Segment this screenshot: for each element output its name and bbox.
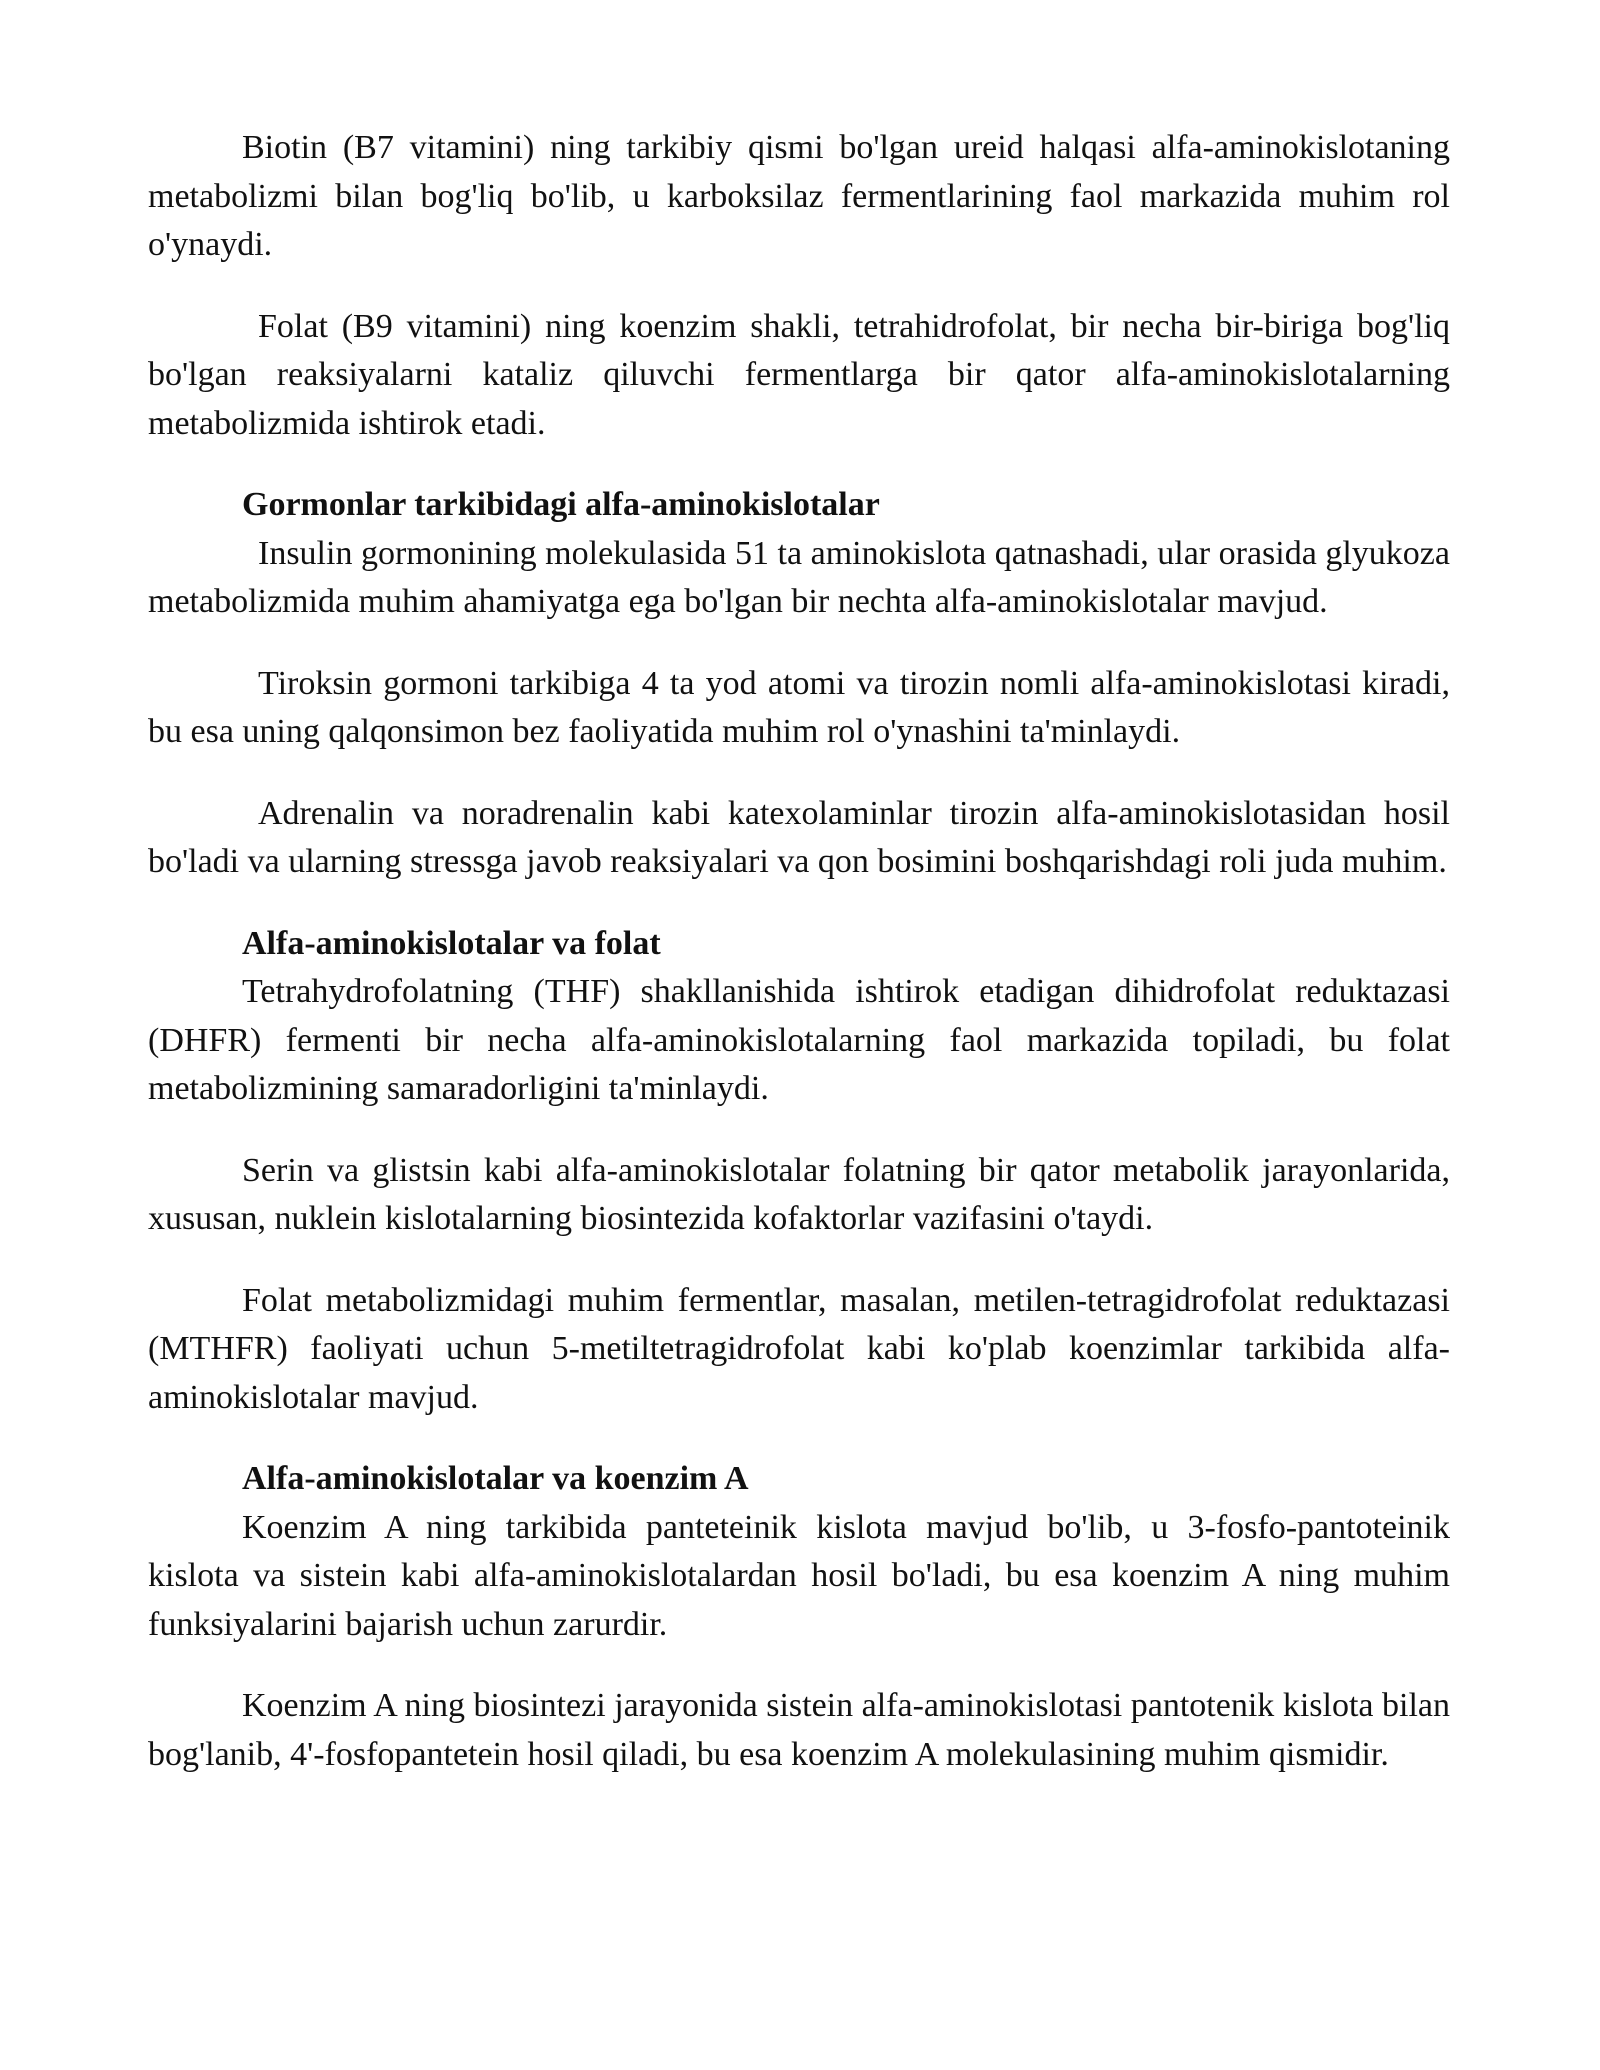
document-page bbox=[148, 124, 1450, 1779]
section-heading: Alfa-aminokislotalar va koenzim A bbox=[242, 1460, 749, 1497]
paragraph: Adrenalin va noradrenalin kabi katexolaminlar tirozin alfa-aminokislotasidan hosil bo'ladi va ularning stressga javob reaksiyalari va qon bosimini boshqarishdagi roli juda muhim. bbox=[148, 794, 1450, 880]
paragraph: Insulin gormonining molekulasida 51 ta aminokislota qatnashadi, ular orasida glyukoza metabolizmida muhim ahamiyatga ega bo'lgan bir nechta alfa-aminokislotalar mavjud. bbox=[148, 534, 1450, 620]
section-heading: Gormonlar tarkibidagi alfa-aminokislotalar bbox=[242, 486, 880, 523]
section-heading: Alfa-aminokislotalar va folat bbox=[242, 924, 661, 962]
paragraph: Serin va glistsin kabi alfa-aminokislotalar folatning bir qator metabolik jarayonlarida, xususan, nuklein kislotalarning biosintezida kofaktorlar vazifasini o'taydi. bbox=[148, 1151, 1450, 1237]
paragraph: Biotin (B7 vitamini) ning tarkibiy qismi bo'lgan ureid halqasi alfa-aminokislotaning metabolizmi bilan bog'liq bo'lib, u karboksilaz fermentlarining faol markazida muhim rol o'ynaydi. bbox=[148, 129, 1450, 263]
paragraph: Folat metabolizmidagi muhim fermentlar, masalan, metilen-tetragidrofolat reduktazasi (MTHFR) faoliyati uchun 5-metiltetragidrofolat kabi ko'plab koenzimlar tarkibida alfa-aminokislotalar mavjud. bbox=[148, 1281, 1450, 1416]
paragraph: Tetrahydrofolatning (THF) shakllanishida ishtirok etadigan dihidrofolat reduktazasi (DHFR) fermenti bir necha alfa-aminokislotalarning faol markazida topiladi, bu folat metabolizmining samaradorligini ta'minlaydi. bbox=[148, 973, 1450, 1107]
paragraph: Folat (B9 vitamini) ning koenzim shakli, tetrahidrofolat, bir necha bir-biriga bog'liq bo'lgan reaksiyalarni kataliz qiluvchi fermentlarga bir qator alfa-aminokislotalarning metabolizmida ishtirok etadi. bbox=[148, 307, 1450, 442]
paragraph: Koenzim A ning tarkibida panteteinik kislota mavjud bo'lib, u 3-fosfo-pantoteinik kislota va sistein kabi alfa-aminokislotalardan hosil bo'ladi, bu esa koenzim A ning muhim funksiyalarini bajarish uchun zarurdir. bbox=[148, 1508, 1450, 1643]
paragraph: Koenzim A ning biosintezi jarayonida sistein alfa-aminokislotasi pantotenik kislota bilan bog'lanib, 4'-fosfopantetein hosil qiladi, bu esa koenzim A molekulasining muhim qismidir. bbox=[148, 1687, 1450, 1773]
paragraph: Tiroksin gormoni tarkibiga 4 ta yod atomi va tirozin nomli alfa-aminokislotasi kiradi, bu esa uning qalqonsimon bez faoliyatida muhim rol o'ynashini ta'minlaydi. bbox=[148, 664, 1450, 750]
